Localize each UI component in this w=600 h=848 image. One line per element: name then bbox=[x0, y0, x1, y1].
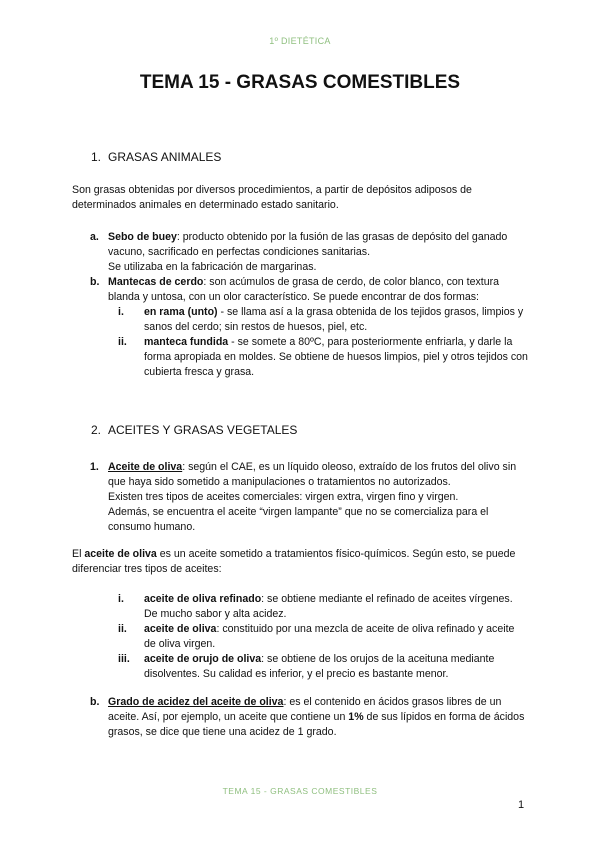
sublist-marker: ii. bbox=[118, 623, 127, 635]
list-item-sebo bbox=[90, 230, 530, 275]
term: aceite de orujo de oliva bbox=[144, 653, 262, 665]
list-item-text bbox=[108, 460, 530, 535]
definition: - se somete a 80ºC, para posteriormente enfriarla, y darle la forma apropiada en moldes. Se obtiene de huesos limpios, piel y otros tejidos con cubierta fresca y grasa. bbox=[144, 336, 528, 378]
percent-value: 1% bbox=[348, 711, 364, 723]
sublist-item-text bbox=[144, 592, 528, 622]
definition: : es el contenido en ácidos grasos libres de un aceite. Así, por ejemplo, un aceite que contiene un bbox=[108, 696, 502, 723]
section-1-intro: Son grasas obtenidas por diversos procedimientos, a partir de depósitos adiposos de determinados animales en determinado estado sanitario. bbox=[72, 184, 472, 211]
definition: : constituido por una mezcla de aceite de oliva refinado y aceite de oliva virgen. bbox=[144, 623, 515, 650]
page-footer: TEMA 15 - GRASAS COMESTIBLES bbox=[222, 786, 378, 796]
section-number: 2. bbox=[91, 423, 102, 437]
definition: : según el CAE, es un líquido oleoso, extraído de los frutos del olivo sin que haya sido sometido a manipulaciones o tratamientos no autorizados. bbox=[108, 461, 517, 488]
page-title: TEMA 15 - GRASAS COMESTIBLES bbox=[139, 72, 461, 93]
sublist-item-text bbox=[144, 335, 528, 380]
term: manteca fundida bbox=[144, 336, 229, 348]
para-pre: El bbox=[72, 548, 85, 560]
section-title: GRASAS ANIMALES bbox=[108, 150, 222, 164]
section-number: 1. bbox=[91, 150, 102, 164]
term: Aceite de oliva bbox=[108, 461, 183, 473]
lampante-note: Además, se encuentra el aceite “virgen lampante” que no se comercializa para el consumo humano. bbox=[108, 506, 489, 533]
type-item-refinado bbox=[118, 592, 528, 622]
list-item-text bbox=[108, 230, 530, 275]
sublist-marker: i. bbox=[118, 306, 124, 318]
list-item-text bbox=[108, 275, 530, 305]
extra-note: Se utilizaba en la fabricación de margarinas. bbox=[108, 261, 317, 273]
sublist-marker: iii. bbox=[118, 653, 130, 665]
sublist-item-fundida bbox=[118, 335, 528, 380]
page-number: 1 bbox=[518, 799, 525, 811]
list-item-mantecas bbox=[90, 275, 530, 305]
definition: : son acúmulos de grasa de cerdo, de color blanco, con textura blanda y untosa, con un olor característico. Se puede encontrar de dos formas: bbox=[108, 276, 500, 303]
term: Grado de acidez del aceite de oliva bbox=[108, 696, 284, 708]
sublist-item-text bbox=[144, 622, 528, 652]
definition: : se obtiene mediante el refinado de aceites vírgenes. De mucho sabor y alta acidez. bbox=[144, 593, 513, 620]
sublist-item-text bbox=[144, 652, 528, 682]
list-item-text bbox=[108, 695, 530, 740]
sublist-item-rama bbox=[118, 305, 528, 335]
term: Sebo de buey bbox=[108, 231, 177, 243]
term: aceite de oliva bbox=[144, 623, 217, 635]
term: aceite de oliva bbox=[84, 548, 157, 560]
term: en rama (unto) bbox=[144, 306, 218, 318]
definition-end: de sus lípidos en forma de ácidos grasos, se dice que tiene una acidez de 1 grado. bbox=[108, 711, 525, 738]
term: aceite de oliva refinado bbox=[144, 593, 262, 605]
sublist-marker: ii. bbox=[118, 336, 127, 348]
list-marker: a. bbox=[90, 231, 99, 243]
list-marker: b. bbox=[90, 276, 100, 288]
list-marker: b. bbox=[90, 696, 100, 708]
definition: - se llama así a la grasa obtenida de los tejidos grasos, limpios y sanos del cerdo; sin restos de huesos, piel, etc. bbox=[144, 306, 524, 333]
type-item-orujo bbox=[118, 652, 528, 682]
list-marker: 1. bbox=[90, 461, 99, 473]
term: Mantecas de cerdo bbox=[108, 276, 204, 288]
para-text: es un aceite sometido a tratamientos físico-químicos. Según esto, se puede diferenciar tres tipos de aceites: bbox=[72, 548, 516, 575]
definition: : producto obtenido por la fusión de las grasas de depósito del ganado vacuno, sacrificado en perfectas condiciones sanitarias. bbox=[108, 231, 508, 258]
list-item-aceite-oliva bbox=[90, 460, 530, 535]
section-title: ACEITES Y GRASAS VEGETALES bbox=[108, 423, 298, 437]
commercial-types: Existen tres tipos de aceites comerciales: virgen extra, virgen fino y virgen. bbox=[108, 491, 459, 503]
section-2-paragraph bbox=[72, 547, 527, 577]
list-item-acidez bbox=[90, 695, 530, 740]
definition: : se obtiene de los orujos de la aceituna mediante disolventes. Su calidad es inferior, y el precio es bastante menor. bbox=[144, 653, 495, 680]
type-item-oliva bbox=[118, 622, 528, 652]
sublist-marker: i. bbox=[118, 593, 124, 605]
page-header: 1º DIETÉTICA bbox=[269, 36, 331, 46]
sublist-item-text bbox=[144, 305, 528, 335]
